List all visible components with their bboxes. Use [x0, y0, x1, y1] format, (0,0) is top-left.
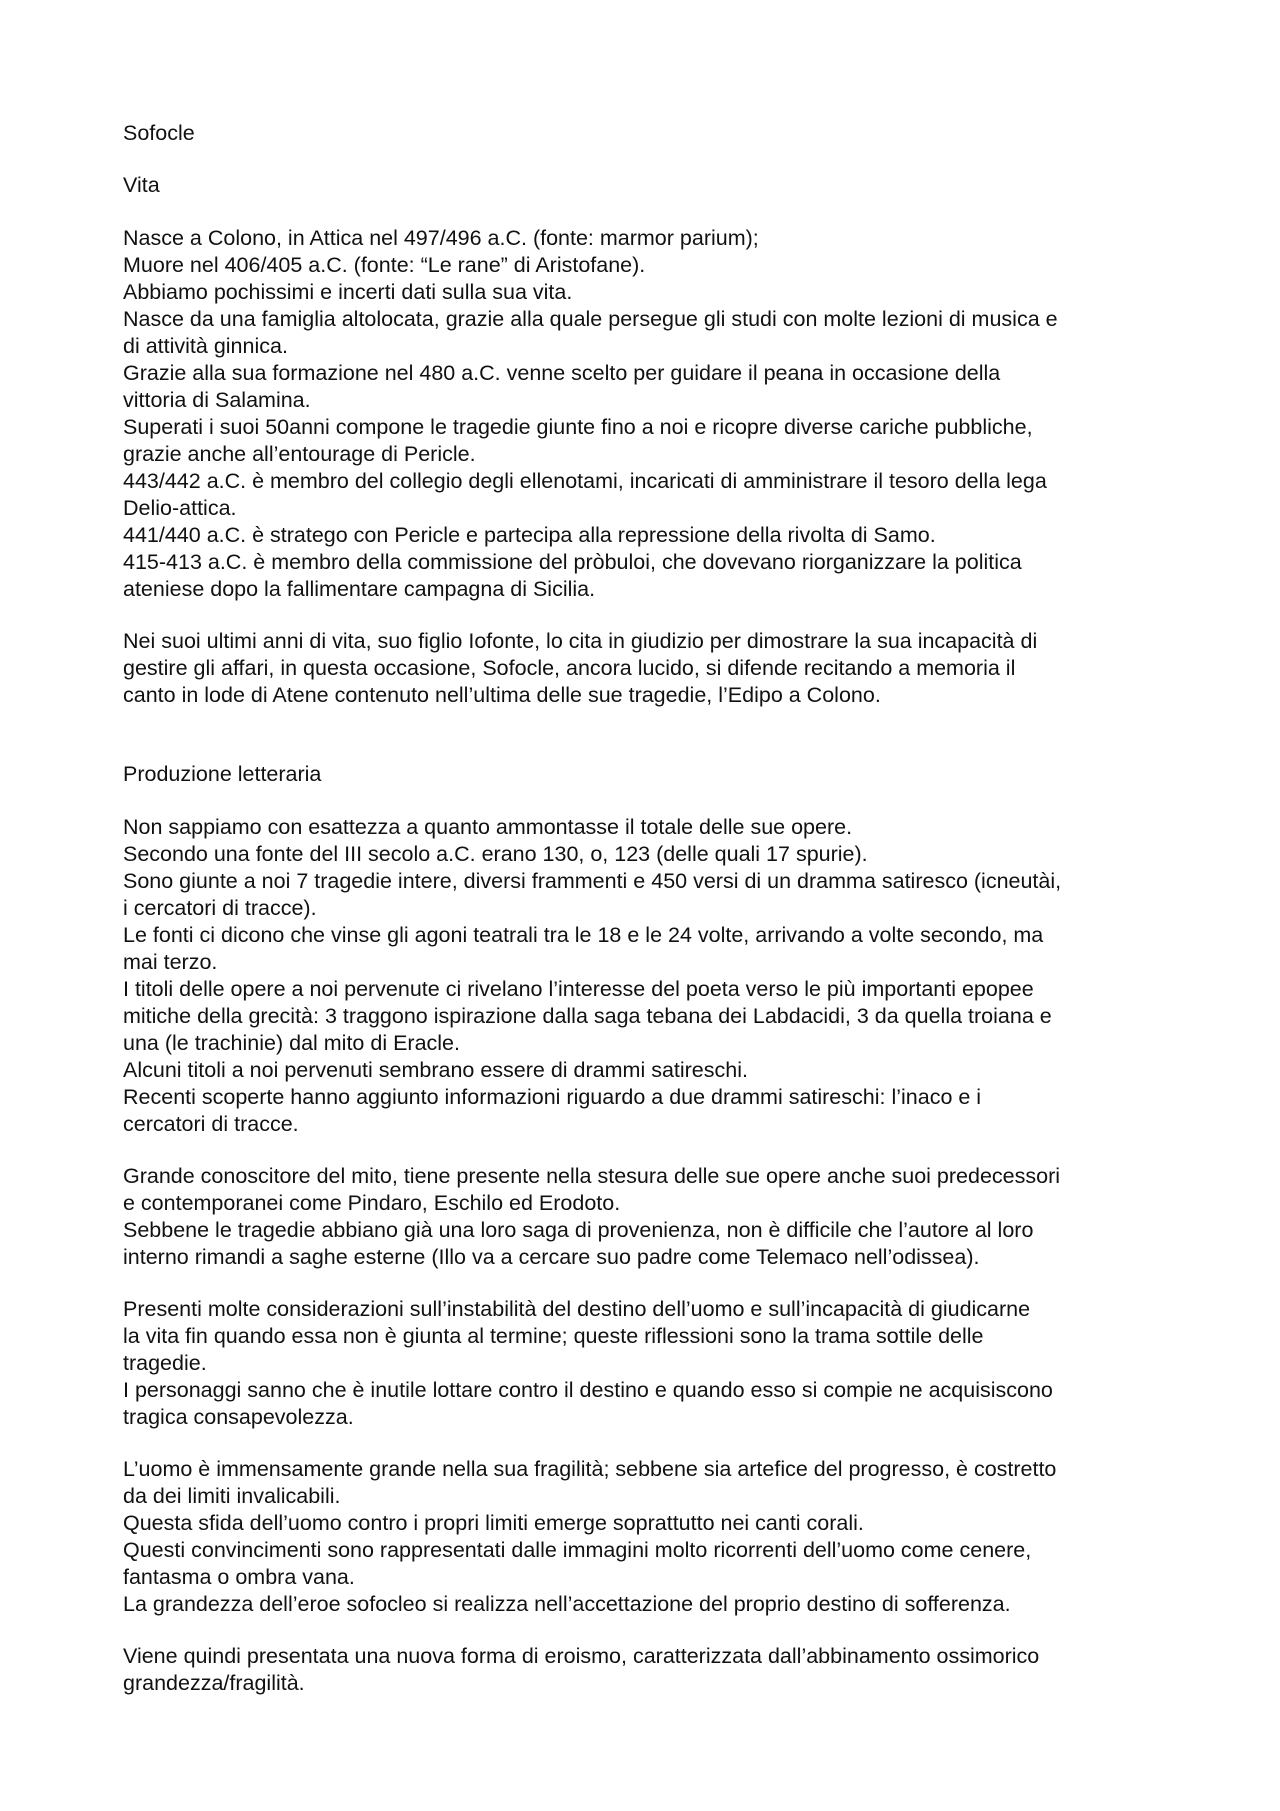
spacer: [123, 1271, 1173, 1296]
text-line: Nasce da una famiglia altolocata, grazie alla quale persegue gli studi con molte lezioni di musica e: [123, 307, 1058, 331]
text-line: 443/442 a.C. è membro del collegio degli ellenotami, incaricati di amministrare il tesoro della lega: [123, 469, 1047, 493]
text-line: fantasma o ombra vana.: [123, 1565, 355, 1589]
text-line: L’uomo è immensamente grande nella sua fragilità; sebbene sia artefice del progresso, è costretto: [123, 1457, 1057, 1481]
text-line: Superati i suoi 50anni compone le tragedie giunte fino a noi e ricopre diverse cariche pubbliche,: [123, 415, 1033, 439]
produzione-paragraph-1: [123, 814, 1173, 1138]
text-line: grazie anche all’entourage di Pericle.: [123, 442, 476, 466]
produzione-paragraph-2: [123, 1163, 1173, 1271]
spacer: [123, 199, 1173, 225]
text-line: la vita fin quando essa non è giunta al termine; queste riflessioni sono la trama sottile delle: [123, 1324, 984, 1348]
text-line: Alcuni titoli a noi pervenuti sembrano essere di drammi satireschi.: [123, 1058, 748, 1082]
text-line: ateniese dopo la fallimentare campagna di Sicilia.: [123, 577, 596, 601]
text-line: e contemporanei come Pindaro, Eschilo ed Erodoto.: [123, 1191, 621, 1215]
text-line: mitiche della grecità: 3 traggono ispirazione dalla saga tebana dei Labdacidi, 3 da quella troiana e: [123, 1004, 1052, 1028]
text-line: Secondo una fonte del III secolo a.C. erano 130, o, 123 (delle quali 17 spurie).: [123, 842, 868, 866]
text-line: 441/440 a.C. è stratego con Pericle e partecipa alla repressione della rivolta di Samo.: [123, 523, 936, 547]
spacer: [123, 788, 1173, 814]
text-line: tragedie.: [123, 1351, 207, 1375]
spacer: [123, 1431, 1173, 1456]
spacer: [123, 1618, 1173, 1643]
text-line: Nasce a Colono, in Attica nel 497/496 a.C. (fonte: marmor parium);: [123, 226, 759, 250]
produzione-paragraph-3: [123, 1296, 1173, 1431]
spacer: [123, 603, 1173, 628]
text-line: cercatori di tracce.: [123, 1112, 299, 1136]
text-line: 415-413 a.C. è membro della commissione del pròbuloi, che dovevano riorganizzare la politica: [123, 550, 1022, 574]
text-line: gestire gli affari, in questa occasione, Sofocle, ancora lucido, si difende recitando a memoria il: [123, 656, 1016, 680]
text-line: interno rimandi a saghe esterne (Illo va a cercare suo padre come Telemaco nell’odissea).: [123, 1245, 980, 1269]
text-line: Sebbene le tragedie abbiano già una loro saga di provenienza, non è difficile che l’autore al loro: [123, 1218, 1034, 1242]
section-heading-produzione: Produzione letteraria: [123, 762, 322, 786]
section-heading-vita: Vita: [123, 173, 160, 197]
text-line: Viene quindi presentata una nuova forma di eroismo, caratterizzata dall’abbinamento ossimorico: [123, 1644, 1040, 1668]
text-line: canto in lode di Atene contenuto nell’ultima delle sue tragedie, l’Edipo a Colono.: [123, 683, 881, 707]
text-line: Le fonti ci dicono che vinse gli agoni teatrali tra le 18 e le 24 volte, arrivando a volte secondo, ma: [123, 923, 1044, 947]
text-line: Delio-attica.: [123, 496, 237, 520]
vita-paragraph-2: [123, 628, 1173, 709]
produzione-paragraph-4: [123, 1456, 1173, 1618]
document-page: [123, 120, 1173, 1697]
text-line: i cercatori di tracce).: [123, 896, 317, 920]
text-line: una (le trachinie) dal mito di Eracle.: [123, 1031, 460, 1055]
text-line: mai terzo.: [123, 950, 218, 974]
vita-paragraph-1: [123, 225, 1173, 603]
text-line: La grandezza dell’eroe sofocleo si realizza nell’accettazione del proprio destino di sofferenza.: [123, 1592, 1011, 1616]
text-line: Sono giunte a noi 7 tragedie intere, diversi frammenti e 450 versi di un dramma satiresco (icneutài,: [123, 869, 1062, 893]
text-line: Recenti scoperte hanno aggiunto informazioni riguardo a due drammi satireschi: l’inaco e i: [123, 1085, 982, 1109]
text-line: Questi convincimenti sono rappresentati dalle immagini molto ricorrenti dell’uomo come cenere,: [123, 1538, 1032, 1562]
spacer: [123, 709, 1173, 761]
text-line: I personaggi sanno che è inutile lottare contro il destino e quando esso si compie ne acquisiscono: [123, 1378, 1053, 1402]
text-line: Muore nel 406/405 a.C. (fonte: “Le rane” di Aristofane).: [123, 253, 646, 277]
text-line: Presenti molte considerazioni sull’instabilità del destino dell’uomo e sull’incapacità di giudicarne: [123, 1297, 1031, 1321]
spacer: [123, 1138, 1173, 1163]
text-line: Non sappiamo con esattezza a quanto ammontasse il totale delle sue opere.: [123, 815, 853, 839]
text-line: tragica consapevolezza.: [123, 1405, 354, 1429]
produzione-paragraph-5: [123, 1643, 1173, 1697]
text-line: Questa sfida dell’uomo contro i propri limiti emerge soprattutto nei canti corali.: [123, 1511, 864, 1535]
text-line: vittoria di Salamina.: [123, 388, 311, 412]
document-title: Sofocle: [123, 121, 195, 145]
text-line: I titoli delle opere a noi pervenute ci rivelano l’interesse del poeta verso le più importanti epopee: [123, 977, 1034, 1001]
text-line: Grazie alla sua formazione nel 480 a.C. venne scelto per guidare il peana in occasione della: [123, 361, 1001, 385]
text-line: grandezza/fragilità.: [123, 1671, 305, 1695]
text-line: Abbiamo pochissimi e incerti dati sulla sua vita.: [123, 280, 573, 304]
text-line: da dei limiti invalicabili.: [123, 1484, 341, 1508]
text-line: Grande conoscitore del mito, tiene presente nella stesura delle sue opere anche suoi predecessori: [123, 1164, 1061, 1188]
text-line: di attività ginnica.: [123, 334, 288, 358]
text-line: Nei suoi ultimi anni di vita, suo figlio Iofonte, lo cita in giudizio per dimostrare la sua incapacità di: [123, 629, 1038, 653]
